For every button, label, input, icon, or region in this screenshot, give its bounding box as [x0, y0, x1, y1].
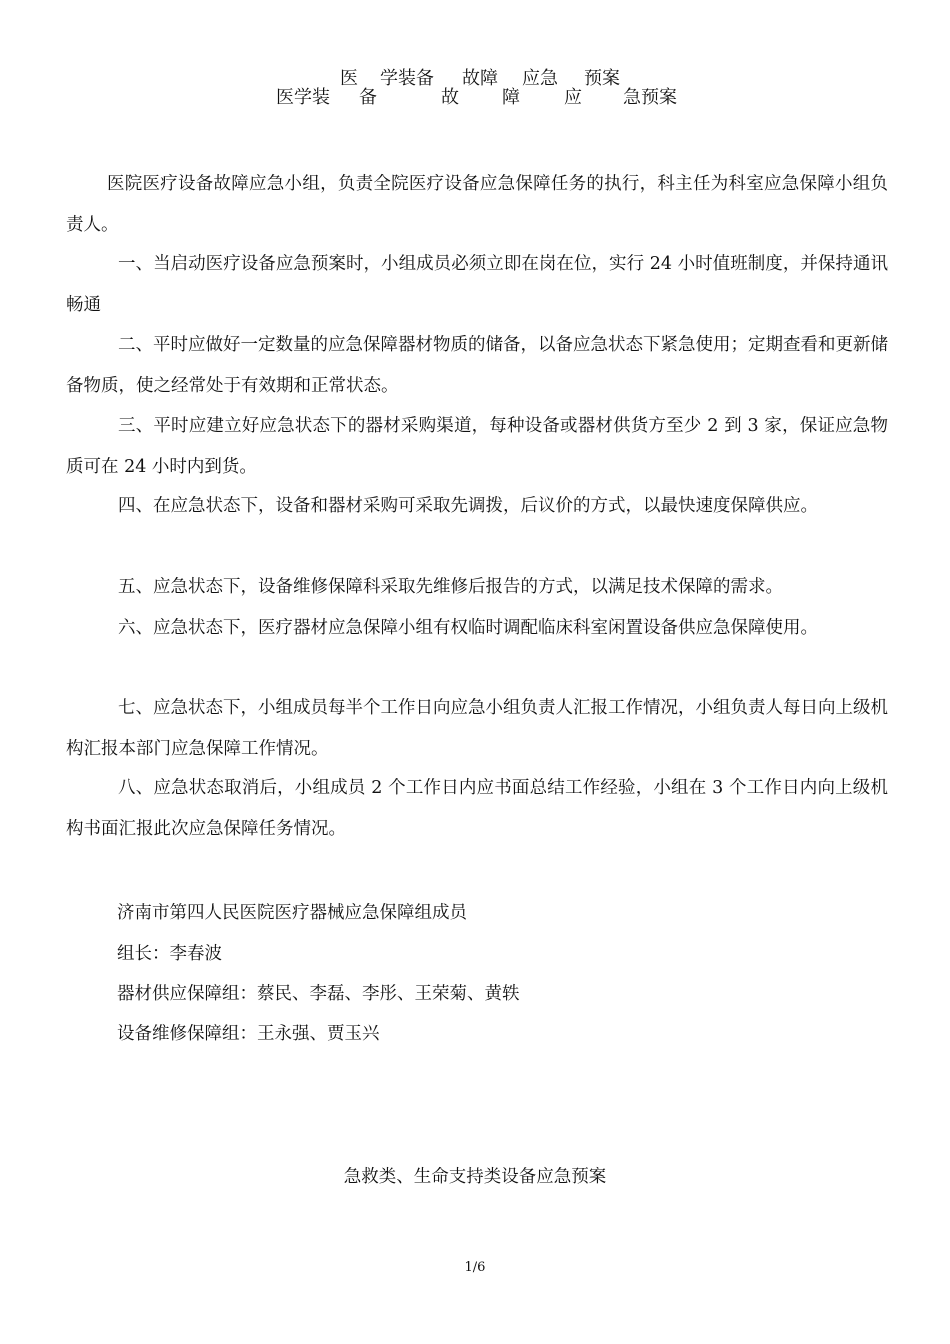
intro-paragraph: 医院医疗设备故障应急小组，负责全院医疗设备应急保障任务的执行，科主任为科室应急保障小组负责人。 [66, 174, 888, 235]
members-heading: 济南市第四人民医院医疗器械应急保障组成员 [117, 903, 467, 923]
title-fragment: 障 [502, 87, 520, 108]
item-paragraph: 一、当启动医疗设备应急预案时，小组成员必须立即在岗在位，实行 24 小时值班制度，并保持通讯畅通 [66, 254, 888, 315]
page-number: 1/6 [464, 1260, 486, 1275]
repair-group: 设备维修保障组：王永强、贾玉兴 [117, 1024, 380, 1044]
item-paragraph: 八、应急状态取消后，小组成员 2 个工作日内应书面总结工作经验，小组在 3 个工作日内向上级机构书面汇报此次应急保障任务情况。 [66, 778, 888, 839]
item-paragraph: 五、应急状态下，设备维修保障科采取先维修后报告的方式，以满足技术保障的需求。 [118, 577, 783, 597]
item-paragraph: 七、应急状态下，小组成员每半个工作日向应急小组负责人汇报工作情况，小组负责人每日向上级机构汇报本部门应急保障工作情况。 [66, 698, 888, 759]
title-fragment: 医 [340, 68, 358, 89]
title-fragment: 预案 [584, 68, 620, 89]
item-paragraph: 六、应急状态下，医疗器材应急保障小组有权临时调配临床科室闲置设备供应急保障使用。 [118, 618, 818, 638]
title-fragment: 急预案 [623, 87, 677, 108]
title-fragment: 备 [359, 87, 377, 108]
item-paragraph: 二、平时应做好一定数量的应急保障器材物质的储备，以备应急状态下紧急使用；定期查看和更新储备物质，使之经常处于有效期和正常状态。 [66, 335, 888, 396]
title-fragment: 故 [441, 87, 459, 108]
group-leader: 组长：李春波 [117, 944, 222, 964]
title-fragment: 医学装 [276, 87, 330, 108]
item-paragraph: 四、在应急状态下，设备和器材采购可采取先调拨，后议价的方式，以最快速度保障供应。 [118, 496, 818, 516]
supply-group: 器材供应保障组：蔡民、李磊、李彤、王荣菊、黄轶 [117, 984, 520, 1004]
title-fragment: 应急 [522, 68, 558, 89]
title-fragment: 应 [564, 87, 582, 108]
title-fragment: 学装备 [380, 68, 434, 89]
title-fragment: 故障 [462, 68, 498, 89]
section-title: 急救类、生命支持类设备应急预案 [343, 1167, 607, 1187]
item-paragraph: 三、平时应建立好应急状态下的器材采购渠道，每种设备或器材供货方至少 2 到 3 家，保证应急物质可在 24 小时内到货。 [66, 416, 888, 477]
